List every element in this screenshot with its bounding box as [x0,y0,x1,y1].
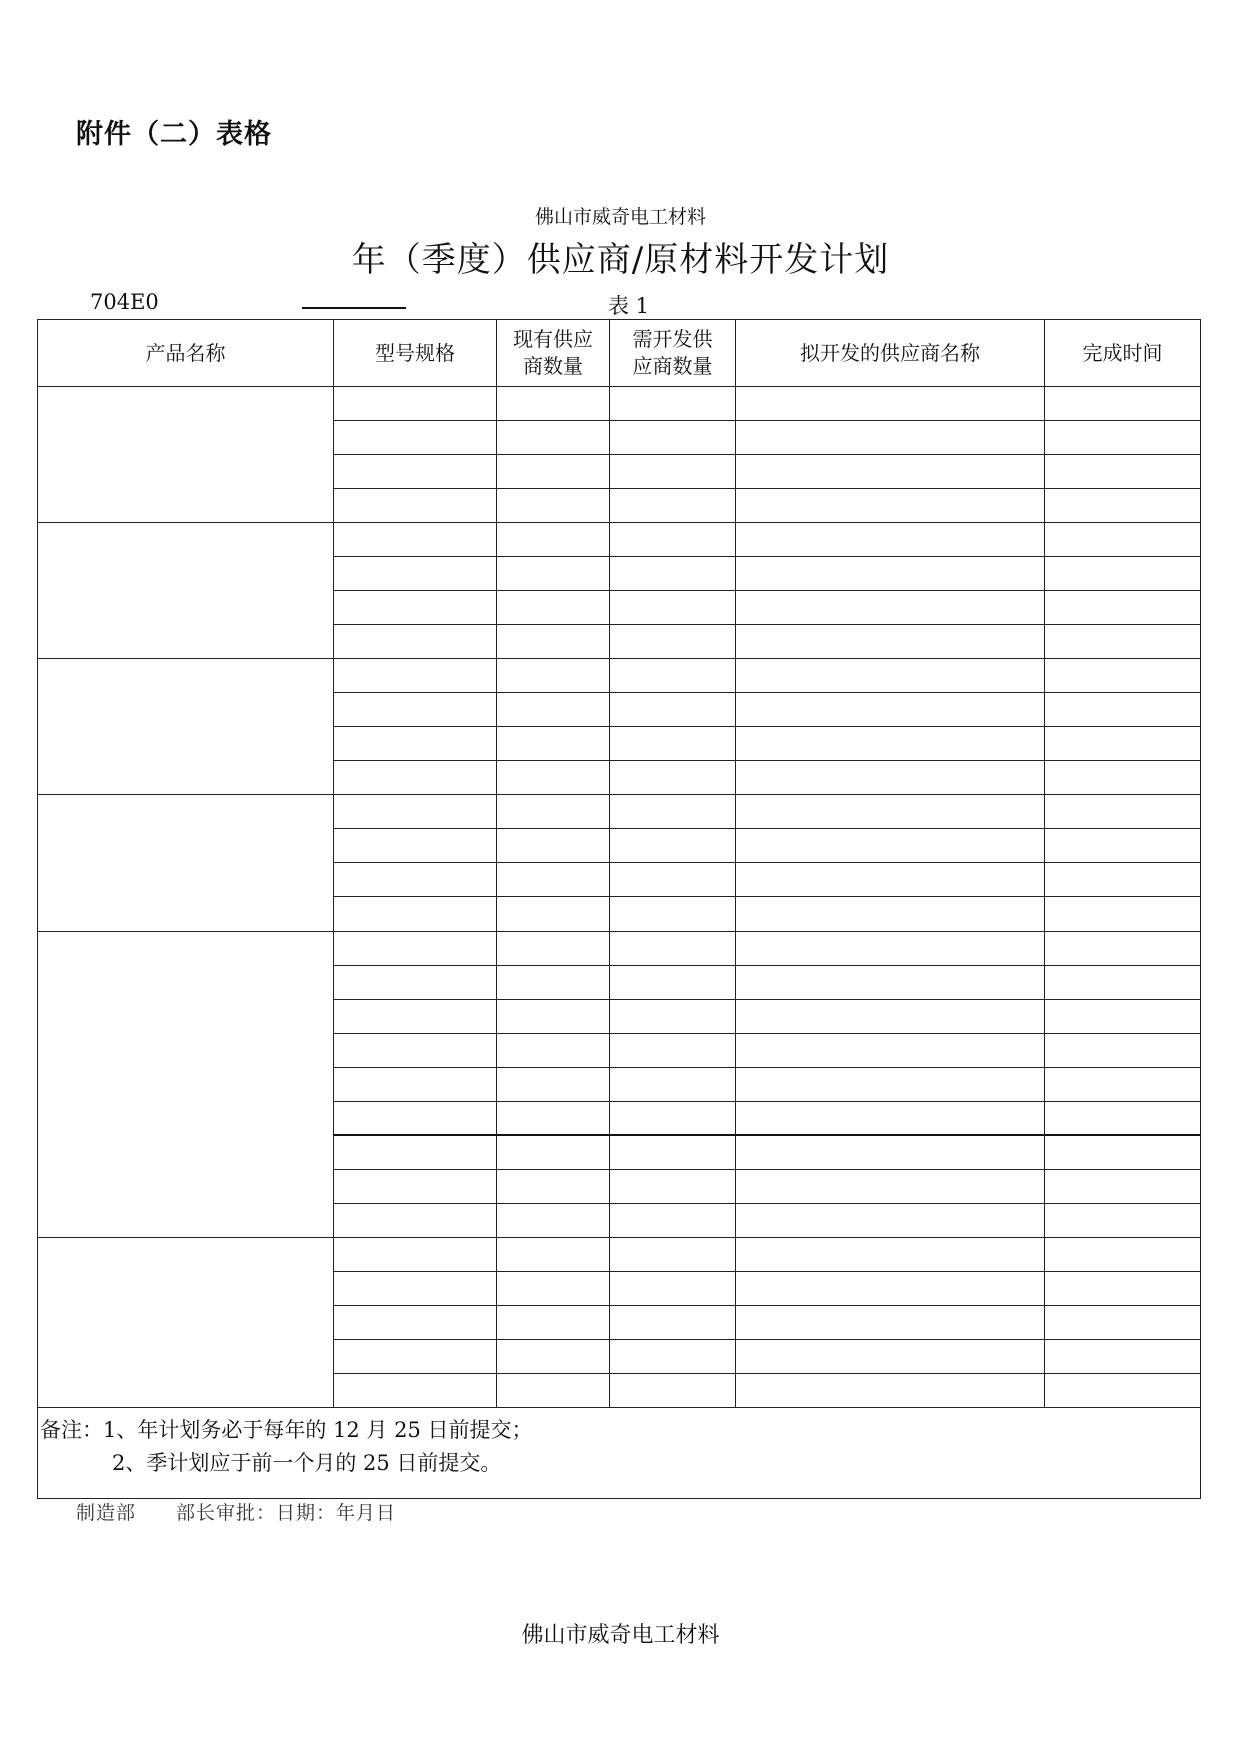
product-name-cell[interactable] [38,1237,334,1407]
proposed-supplier-name-cell[interactable] [736,489,1045,523]
col-header-needed-line1: 需开发供 [632,327,713,351]
existing-supplier-count-cell[interactable] [497,897,610,931]
notes-row [38,1408,1201,1499]
table-body [38,387,1201,1408]
existing-supplier-count-cell[interactable] [497,659,610,693]
deadline-cell[interactable] [1045,591,1201,625]
proposed-supplier-name-cell[interactable] [736,557,1045,591]
deadline-cell[interactable] [1045,1101,1201,1135]
model-cell[interactable] [334,693,497,727]
deadline-cell[interactable] [1045,523,1201,557]
notes-cell [38,1408,1201,1499]
proposed-supplier-name-cell[interactable] [736,897,1045,931]
model-cell[interactable] [334,1203,497,1237]
proposed-supplier-name-cell[interactable] [736,727,1045,761]
needed-supplier-count-cell[interactable] [610,1271,736,1305]
needed-supplier-count-cell[interactable] [610,795,736,829]
needed-supplier-count-cell[interactable] [610,863,736,897]
needed-supplier-count-cell[interactable] [610,625,736,659]
proposed-supplier-name-cell[interactable] [736,523,1045,557]
proposed-supplier-name-cell[interactable] [736,795,1045,829]
proposed-supplier-name-cell[interactable] [736,1101,1045,1135]
deadline-cell[interactable] [1045,421,1201,455]
proposed-supplier-name-cell[interactable] [736,829,1045,863]
deadline-cell[interactable] [1045,659,1201,693]
existing-supplier-count-cell[interactable] [497,1067,610,1101]
needed-supplier-count-cell[interactable] [610,1135,736,1169]
model-cell[interactable] [334,1271,497,1305]
needed-supplier-count-cell[interactable] [610,421,736,455]
existing-supplier-count-cell[interactable] [497,455,610,489]
needed-supplier-count-cell[interactable] [610,1203,736,1237]
deadline-cell[interactable] [1045,1339,1201,1373]
product-name-cell[interactable] [38,523,334,659]
col-header-needed-line2: 应商数量 [632,354,713,378]
existing-supplier-count-cell[interactable] [497,931,610,965]
proposed-supplier-name-cell[interactable] [736,761,1045,795]
existing-supplier-count-cell[interactable] [497,625,610,659]
needed-supplier-count-cell[interactable] [610,455,736,489]
existing-supplier-count-cell[interactable] [497,1339,610,1373]
needed-supplier-count-cell[interactable] [610,659,736,693]
needed-supplier-count-cell[interactable] [610,1101,736,1135]
model-cell[interactable] [334,727,497,761]
table-row [38,795,1201,829]
proposed-supplier-name-cell[interactable] [736,1271,1045,1305]
col-header-existing-suppliers [497,320,610,387]
existing-supplier-count-cell[interactable] [497,421,610,455]
existing-supplier-count-cell[interactable] [497,999,610,1033]
year-fill-blank [302,307,406,309]
existing-supplier-count-cell[interactable] [497,965,610,999]
existing-supplier-count-cell[interactable] [497,1033,610,1067]
model-cell[interactable] [334,523,497,557]
col-header-needed-suppliers [610,320,736,387]
existing-supplier-count-cell[interactable] [497,693,610,727]
needed-supplier-count-cell[interactable] [610,387,736,421]
existing-supplier-count-cell[interactable] [497,1135,610,1169]
deadline-cell[interactable] [1045,625,1201,659]
table-number: 表 1 [608,294,650,318]
proposed-supplier-name-cell[interactable] [736,591,1045,625]
needed-supplier-count-cell[interactable] [610,693,736,727]
model-cell[interactable] [334,897,497,931]
model-cell[interactable] [334,557,497,591]
deadline-cell[interactable] [1045,795,1201,829]
needed-supplier-count-cell[interactable] [610,557,736,591]
needed-supplier-count-cell[interactable] [610,1169,736,1203]
existing-supplier-count-cell[interactable] [497,1271,610,1305]
approval-line: 制造部 部长审批：日期：年月日 [76,1502,397,1524]
deadline-cell[interactable] [1045,761,1201,795]
model-cell[interactable] [334,1135,497,1169]
deadline-cell[interactable] [1045,1169,1201,1203]
deadline-cell[interactable] [1045,1373,1201,1407]
model-cell[interactable] [334,1305,497,1339]
deadline-cell[interactable] [1045,863,1201,897]
deadline-cell[interactable] [1045,1067,1201,1101]
model-cell[interactable] [334,795,497,829]
deadline-cell[interactable] [1045,897,1201,931]
proposed-supplier-name-cell[interactable] [736,1237,1045,1271]
proposed-supplier-name-cell[interactable] [736,1203,1045,1237]
needed-supplier-count-cell[interactable] [610,1033,736,1067]
needed-supplier-count-cell[interactable] [610,523,736,557]
existing-supplier-count-cell[interactable] [497,829,610,863]
existing-supplier-count-cell[interactable] [497,1203,610,1237]
proposed-supplier-name-cell[interactable] [736,1373,1045,1407]
deadline-cell[interactable] [1045,1033,1201,1067]
model-cell[interactable] [334,1237,497,1271]
needed-supplier-count-cell[interactable] [610,591,736,625]
proposed-supplier-name-cell[interactable] [736,1135,1045,1169]
deadline-cell[interactable] [1045,965,1201,999]
deadline-cell[interactable] [1045,693,1201,727]
col-header-deadline: 完成时间 [1045,320,1201,387]
existing-supplier-count-cell[interactable] [497,761,610,795]
existing-supplier-count-cell[interactable] [497,489,610,523]
deadline-cell[interactable] [1045,727,1201,761]
note-line-2: 2、季计划应于前一个月的 25 日前提交。 [112,1451,502,1475]
needed-supplier-count-cell[interactable] [610,761,736,795]
company-name-header: 佛山市威奇电工材料 [534,206,706,228]
existing-supplier-count-cell[interactable] [497,1373,610,1407]
deadline-cell[interactable] [1045,557,1201,591]
needed-supplier-count-cell[interactable] [610,727,736,761]
proposed-supplier-name-cell[interactable] [736,1033,1045,1067]
table-header-row [38,320,1201,387]
proposed-supplier-name-cell[interactable] [736,1305,1045,1339]
proposed-supplier-name-cell[interactable] [736,1339,1045,1373]
proposed-supplier-name-cell[interactable] [736,863,1045,897]
deadline-cell[interactable] [1045,1271,1201,1305]
proposed-supplier-name-cell[interactable] [736,659,1045,693]
existing-supplier-count-cell[interactable] [497,1237,610,1271]
supplier-development-table [37,319,1201,1499]
model-cell[interactable] [334,421,497,455]
model-cell[interactable] [334,1169,497,1203]
table-row [38,1237,1201,1271]
deadline-cell[interactable] [1045,387,1201,421]
model-cell[interactable] [334,829,497,863]
needed-supplier-count-cell[interactable] [610,897,736,931]
model-cell[interactable] [334,931,497,965]
needed-supplier-count-cell[interactable] [610,829,736,863]
model-cell[interactable] [334,863,497,897]
deadline-cell[interactable] [1045,455,1201,489]
deadline-cell[interactable] [1045,1237,1201,1271]
model-cell[interactable] [334,965,497,999]
col-header-model: 型号规格 [334,320,497,387]
existing-supplier-count-cell[interactable] [497,727,610,761]
existing-supplier-count-cell[interactable] [497,557,610,591]
col-header-product: 产品名称 [38,320,334,387]
proposed-supplier-name-cell[interactable] [736,999,1045,1033]
table-row [38,387,1201,421]
needed-supplier-count-cell[interactable] [610,1339,736,1373]
document-title: 年（季度）供应商/原材料开发计划 [351,240,890,280]
needed-supplier-count-cell[interactable] [610,1305,736,1339]
needed-supplier-count-cell[interactable] [610,489,736,523]
model-cell[interactable] [334,489,497,523]
table-row [38,523,1201,557]
proposed-supplier-name-cell[interactable] [736,455,1045,489]
proposed-supplier-name-cell[interactable] [736,693,1045,727]
col-header-existing-line1: 现有供应 [513,327,593,351]
proposed-supplier-name-cell[interactable] [736,931,1045,965]
proposed-supplier-name-cell[interactable] [736,625,1045,659]
needed-supplier-count-cell[interactable] [610,1067,736,1101]
model-cell[interactable] [334,455,497,489]
model-cell[interactable] [334,1067,497,1101]
deadline-cell[interactable] [1045,829,1201,863]
note-line-1: 备注：1、年计划务必于每年的 12 月 25 日前提交； [40,1418,533,1442]
col-header-existing-line2: 商数量 [523,354,583,378]
company-name-footer: 佛山市威奇电工材料 [521,1623,720,1648]
existing-supplier-count-cell[interactable] [497,387,610,421]
existing-supplier-count-cell[interactable] [497,863,610,897]
needed-supplier-count-cell[interactable] [610,999,736,1033]
model-cell[interactable] [334,1033,497,1067]
product-name-cell[interactable] [38,659,334,795]
deadline-cell[interactable] [1045,489,1201,523]
model-cell[interactable] [334,591,497,625]
attachment-title: 附件（二）表格 [76,119,272,150]
model-cell[interactable] [334,387,497,421]
model-cell[interactable] [334,625,497,659]
model-cell[interactable] [334,1373,497,1407]
deadline-cell[interactable] [1045,999,1201,1033]
model-cell[interactable] [334,659,497,693]
model-cell[interactable] [334,999,497,1033]
model-cell[interactable] [334,1339,497,1373]
existing-supplier-count-cell[interactable] [497,523,610,557]
needed-supplier-count-cell[interactable] [610,931,736,965]
proposed-supplier-name-cell[interactable] [736,387,1045,421]
existing-supplier-count-cell[interactable] [497,1101,610,1135]
proposed-supplier-name-cell[interactable] [736,1169,1045,1203]
deadline-cell[interactable] [1045,931,1201,965]
product-name-cell[interactable] [38,931,334,1237]
existing-supplier-count-cell[interactable] [497,591,610,625]
needed-supplier-count-cell[interactable] [610,965,736,999]
proposed-supplier-name-cell[interactable] [736,421,1045,455]
table-row [38,931,1201,965]
deadline-cell[interactable] [1045,1135,1201,1169]
needed-supplier-count-cell[interactable] [610,1237,736,1271]
col-header-proposed-suppliers: 拟开发的供应商名称 [736,320,1045,387]
existing-supplier-count-cell[interactable] [497,1305,610,1339]
document-code: 704E0 [90,290,159,314]
product-name-cell[interactable] [38,387,334,523]
needed-supplier-count-cell[interactable] [610,1373,736,1407]
model-cell[interactable] [334,1101,497,1135]
model-cell[interactable] [334,761,497,795]
existing-supplier-count-cell[interactable] [497,795,610,829]
existing-supplier-count-cell[interactable] [497,1169,610,1203]
proposed-supplier-name-cell[interactable] [736,965,1045,999]
deadline-cell[interactable] [1045,1203,1201,1237]
deadline-cell[interactable] [1045,1305,1201,1339]
table-row [38,659,1201,693]
proposed-supplier-name-cell[interactable] [736,1067,1045,1101]
product-name-cell[interactable] [38,795,334,931]
